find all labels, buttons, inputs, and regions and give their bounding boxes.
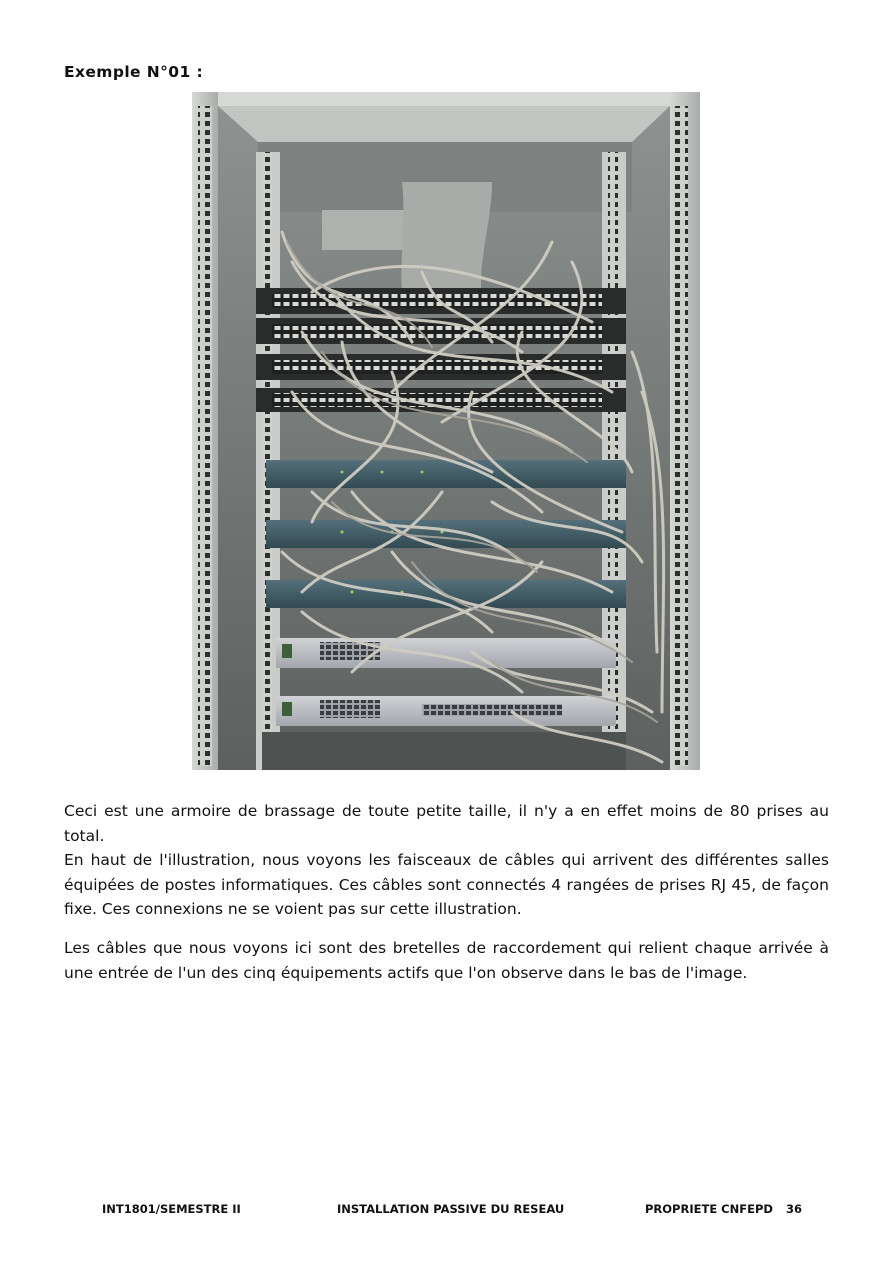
page-number: 36 [786, 1202, 803, 1216]
paragraph-3: Les câbles que nous voyons ici sont des bretelles de raccordement qui relient chaque arrivée à une entrée de l'un des cinq équipements actifs que l'on observe dans le bas de l'image. [64, 939, 829, 982]
paragraph-2: En haut de l'illustration, nous voyons les faisceaux de câbles qui arrivent des différentes salles équipées de postes informatiques. Ces câbles sont connectés 4 rangées de prises RJ 45, de façon fixe. Ces connexions ne se voient pas sur cette illustration. [64, 851, 829, 918]
footer-course-code: INT1801/SEMESTRE II [102, 1202, 241, 1216]
footer-title: INSTALLATION PASSIVE DU RESEAU [337, 1202, 565, 1216]
paragraph-1: Ceci est une armoire de brassage de toute petite taille, il n'y a en effet moins de 80 prises au total. [64, 802, 829, 845]
footer-owner: PROPRIETE CNFEPD [645, 1202, 773, 1216]
example-heading: Exemple N°01 : [64, 63, 204, 81]
network-rack-photo [192, 92, 700, 770]
